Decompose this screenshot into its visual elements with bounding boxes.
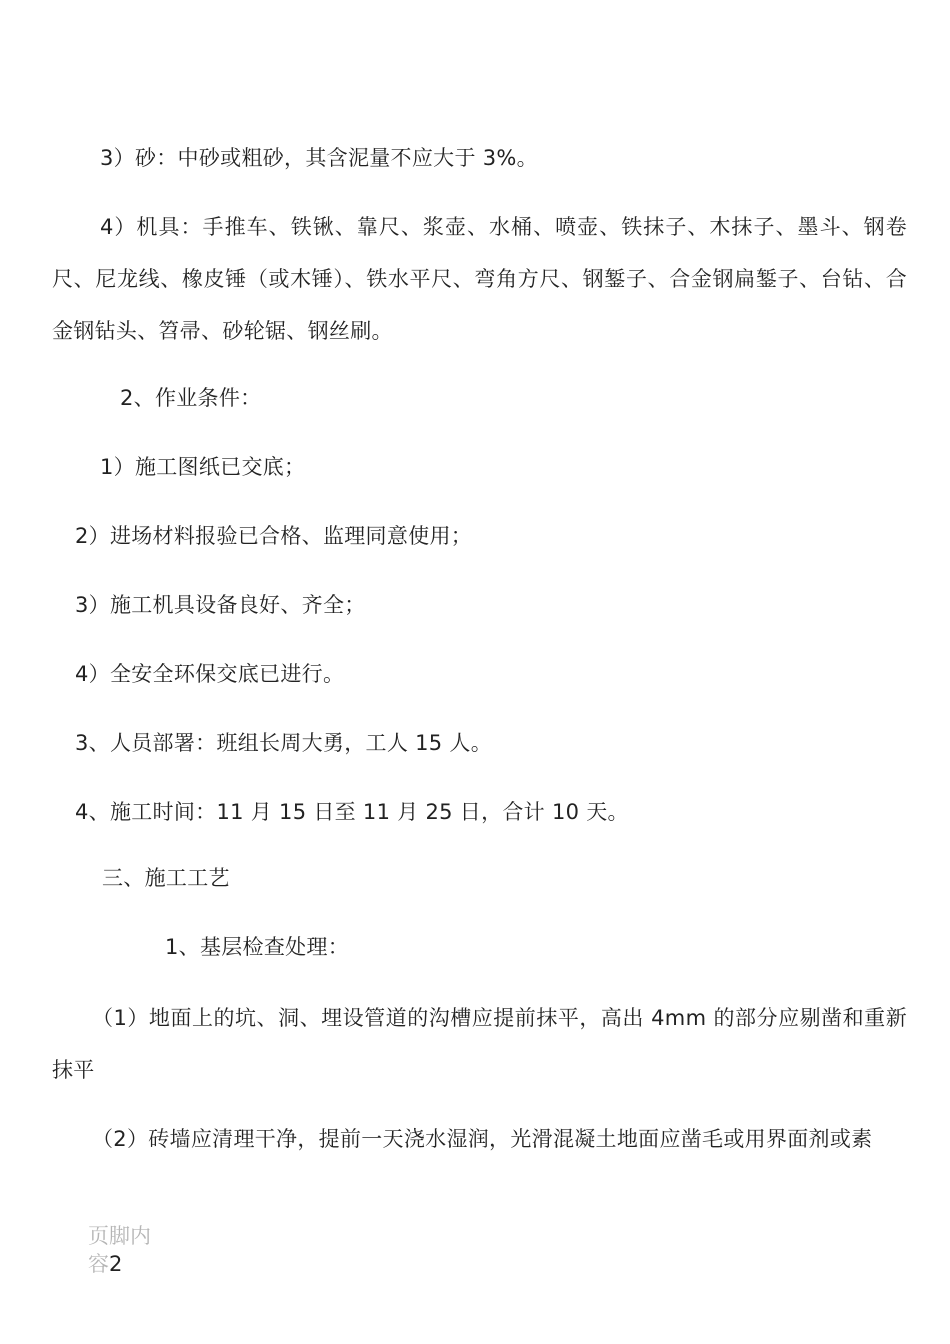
section-3-heading: 三、施工工艺 xyxy=(102,866,230,890)
staffing-line: 3、人员部署：班组长周大勇，工人 15 人。 xyxy=(75,731,493,755)
base-item-2: （2）砖墙应清理干净，提前一天浇水湿润，光滑混凝土地面应凿毛或用界面剂或素 xyxy=(92,1127,873,1151)
work-conditions-heading: 2、作业条件： xyxy=(120,386,262,410)
footer-label: 页脚内容 xyxy=(88,1224,151,1276)
condition-item-2: 2）进场材料报验已合格、监理同意使用； xyxy=(75,524,473,548)
page-number: 2 xyxy=(109,1252,123,1276)
base-check-heading: 1、基层检查处理： xyxy=(165,935,350,959)
page-footer xyxy=(88,1222,168,1278)
base-item-1: （1）地面上的坑、洞、埋设管道的沟槽应提前抹平，高出 4mm 的部分应剔凿和重新抹平 xyxy=(52,1006,907,1082)
condition-item-3: 3）施工机具设备良好、齐全； xyxy=(75,593,366,617)
schedule-line: 4、施工时间：11 月 15 日至 11 月 25 日，合计 10 天。 xyxy=(75,800,629,824)
condition-item-1: 1）施工图纸已交底； xyxy=(100,455,306,479)
condition-item-4: 4）全安全环保交底已进行。 xyxy=(75,662,345,686)
tools-list: 4）机具：手推车、铁锹、靠尺、浆壶、水桶、喷壶、铁抹子、木抹子、墨斗、钢卷尺、尼龙线、橡皮锤（或木锤）、铁水平尺、弯角方尺、钢錾子、合金钢扁錾子、台钻、合金钢钻头、笤帚、砂轮锯、钢丝刷。 xyxy=(52,215,907,343)
sand-requirement: 3）砂：中砂或粗砂，其含泥量不应大于 3%。 xyxy=(100,146,538,170)
